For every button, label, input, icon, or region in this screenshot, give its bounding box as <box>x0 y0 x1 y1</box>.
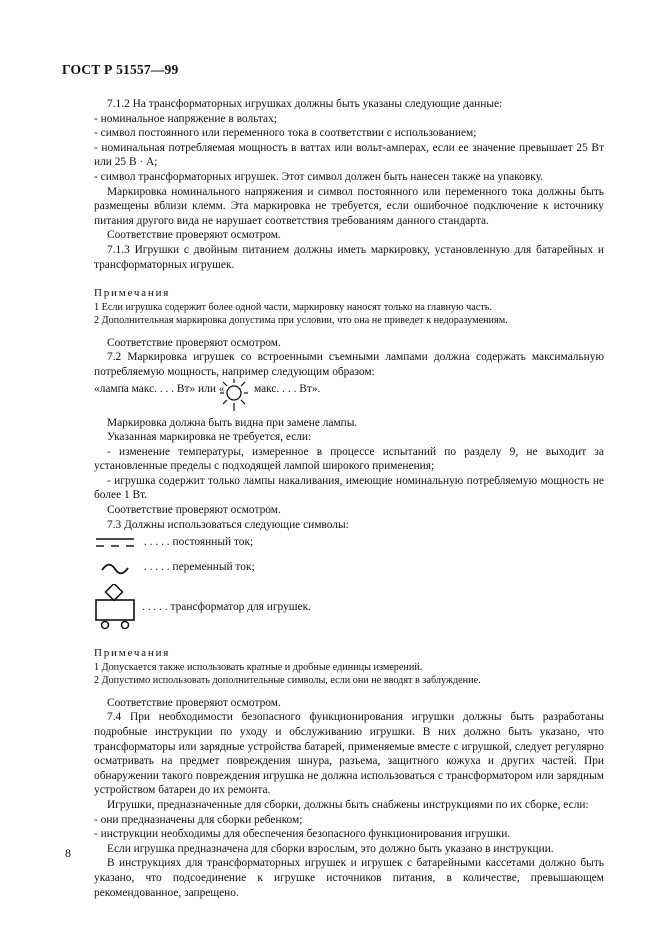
symbol-transformer-label: . . . . . трансформатор для игрушек. <box>142 601 311 614</box>
symbol-transformer-row <box>94 580 604 632</box>
compliance-check: Соответствие проверяют осмотром. <box>107 696 281 709</box>
symbol-dc-label: . . . . . постоянный ток; <box>144 536 254 549</box>
paragraph: Игрушки, предназначенные для сборки, должны быть снабжены инструкциями по их сборке, если: <box>107 799 589 811</box>
note-item: 1 Допускается также использовать кратные и дробные единицы измерений. <box>94 661 423 673</box>
lamp-marking-example <box>94 380 604 416</box>
list-item: - номинальная потребляемая мощность в ваттах или вольт-амперах, если ее значение превышает 25 Вт или 25 В · А; <box>94 141 604 169</box>
note-item: 1 Если игрушка содержит более одной части, маркировку наносят только на главную часть. <box>94 301 492 313</box>
list-item: - символ постоянного или переменного тока в соответствии с использованием; <box>94 127 477 140</box>
dc-symbol-icon <box>96 536 136 550</box>
transformer-symbol-icon <box>94 584 140 630</box>
paragraph: Маркировка должна быть видна при замене лампы. <box>107 416 358 429</box>
symbol-ac-label: . . . . . переменный ток; <box>144 561 255 574</box>
compliance-check: Соответствие проверяют осмотром. <box>107 336 281 349</box>
list-item: - они предназначены для сборки ребенком; <box>94 813 303 826</box>
list-item: - номинальное напряжение в вольтах; <box>94 112 277 125</box>
paragraph: Если игрушка предназначена для сборки взрослым, это должно быть указано в инструкции. <box>107 842 554 855</box>
notes-heading: Примечания <box>94 647 171 660</box>
lamp-icon <box>216 376 252 414</box>
page-header: ГОСТ Р 51557—99 <box>62 62 179 77</box>
paragraph: В инструкциях для трансформаторных игрушек и игрушек с батарейными кассетами должно быть указано, что подсоединение к игрушке источников питания, в количестве, превышающем рекомендованное, запрещено. <box>94 857 604 899</box>
clause-7-3-title: 7.3 Должны использоваться следующие символы: <box>107 518 349 531</box>
clause-7-1-2-title: 7.1.2 На трансформаторных игрушках должны быть указаны следующие данные: <box>107 98 503 110</box>
ac-symbol-icon <box>100 562 130 576</box>
clause-7-1-3: 7.1.3 Игрушки с двойным питанием должны иметь маркировку, установленную для батарейных и трансформаторных игрушек. <box>94 243 604 271</box>
document-body <box>94 97 604 900</box>
note-item: 2 Дополнительная маркировка допустима при условии, что она не приведет к недоразумениям. <box>94 315 508 327</box>
note-item: 2 Допустимо использовать дополнительные символы, если они не вводят в заблуждение. <box>94 675 481 687</box>
compliance-check: Соответствие проверяют осмотром. <box>107 229 281 242</box>
compliance-check: Соответствие проверяют осмотром. <box>107 504 281 517</box>
symbol-dc-row <box>94 532 604 554</box>
list-item: - изменение температуры, измеренное в процессе испытаний по разделу 9, не выходит за установленные пределы с подходящей лампой широкого применения; <box>94 445 604 473</box>
lamp-text-right: макс. . . . Вт». <box>254 382 321 395</box>
list-item: - символ трансформаторных игрушек. Этот символ должен быть нанесен также на упаковку. <box>94 170 544 183</box>
paragraph: Маркировка номинального напряжения и символ постоянного или переменного тока должны быть размещены вблизи клемм. Эта маркировка не требуется, если ошибочное подключение к источнику питания другого вида не нарушает соответствия требованиям данного стандарта. <box>94 185 604 227</box>
lamp-text-left: «лампа макс. . . . Вт» или « <box>94 382 225 395</box>
paragraph: Указанная маркировка не требуется, если: <box>107 431 312 444</box>
page-number: 8 <box>65 846 71 860</box>
notes-heading: Примечания <box>94 287 171 300</box>
clause-7-4: 7.4 При необходимости безопасного функционирования игрушки должны быть разработаны подробные инструкции по уходу и обслуживанию игрушки. В них должно быть указано, что трансформаторы или зарядные устройства батарей, применяемые вместе с игрушкой, следует регулярно осматривать на предмет повреждения шнура, разъема, защитного кожуха и других частей. При обнаружении такого повреждения игрушка не должна использоваться с трансформатором или зарядным устройством батареи до их ремонта. <box>94 711 604 797</box>
list-item: - инструкции необходимы для обеспечения безопасного функционирования игрушки. <box>94 828 511 841</box>
symbol-ac-row <box>94 554 604 580</box>
clause-7-2: 7.2 Маркировка игрушек со встроенными съемными лампами должна содержать максимальную потребляемую мощность, например следующим образом: <box>94 351 604 378</box>
list-item: - игрушка содержит только лампы накаливания, имеющие номинальную потребляемую мощность не более 1 Вт. <box>94 474 604 502</box>
